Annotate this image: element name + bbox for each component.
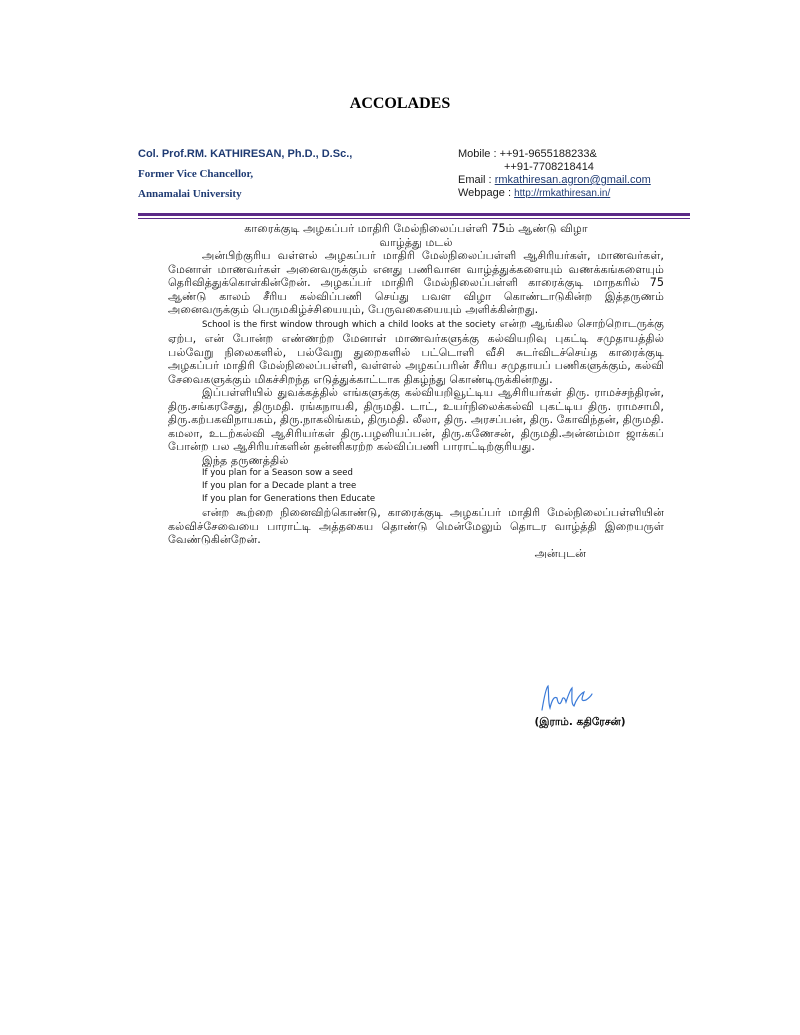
paragraph-2: [168, 317, 664, 387]
page-title: ACCOLADES: [349, 95, 451, 112]
paragraph-3: இப்பள்ளியில் துவக்கத்தில் எங்களுக்கு கல்வியறிவூட்டிய ஆசிரியர்கள் திரு. ராமச்சந்திரன், திரு.சங்கரசேது, திருமதி. ரங்கநாயகி, திருமதி. டாட், உயர்நிலைக்கல்வி புகட்டிய திரு. ராமசாமி, திரு.கற்பகவிநாயகம், திரு.நாகலிங்கம், திருமதி. லீலா, திரு. அரசப்பன், திரு. கோவிந்தன், திருமதி. கமலா, உடற்கல்வி ஆசிரியர்கள் திரு.பழனியப்பன், திரு.கணேசன், திருமதி.அன்னம்மா ஜாக்கப் போன்ற பல ஆசிரியர்களின் தன்னிகரற்ற கல்விப்பணி பாராட்டிற்குரியது.: [168, 386, 664, 453]
sender-role: Former Vice Chancellor,: [138, 168, 254, 180]
proverb-line-2: If you plan for a Decade plant a tree: [202, 481, 357, 491]
email-line: [458, 174, 698, 187]
proverb-line-1: If you plan for a Season sow a seed: [202, 468, 353, 478]
email-link[interactable]: rmkathiresan.agron@gmail.com: [494, 174, 651, 186]
proverb-line-3: If you plan for Generations then Educate: [202, 494, 376, 504]
sender-university: Annamalai University: [138, 188, 242, 200]
letterhead-contact: [458, 148, 698, 200]
intro-line: இந்த தருணத்தில்: [202, 453, 289, 467]
web-line: [458, 187, 698, 200]
sender-name: Col. Prof.RM. KATHIRESAN, Ph.D., D.Sc.,: [138, 148, 353, 160]
web-link[interactable]: http://rmkathiresan.in/: [514, 188, 611, 199]
paragraph-1: அன்பிற்குரிய வள்ளல் அழகப்பர் மாதிரி மேல்நிலைப்பள்ளி ஆசிரியர்கள், மாணவர்கள், மேனாள் மாணவர்கள் அனைவருக்கும் எனது பணிவான வாழ்த்துக்களையும் வணக்கங்களையும் தெரிவித்துக்கொள்கின்றேன். அழகப்பர் மாதிரி மேல்நிலைப்பள்ளி காரைக்குடி மாநகரில் 75 ஆண்டு காலம் சீரிய கல்விப்பணி செய்து பவள விழா கொண்டாடுகின்ற இத்தருணம் அனைவருக்கும் பெருமகிழ்ச்சியையும், பேருவகையையும் அளிக்கின்றது.: [168, 249, 664, 316]
web-label: Webpage :: [458, 187, 512, 199]
letterhead: [138, 148, 690, 208]
mobile-line: Mobile : ++91-9655188233&: [458, 148, 597, 160]
letterhead-divider-thin: [138, 218, 690, 219]
letter-body: [168, 222, 664, 560]
paragraph-4: என்ற கூற்றை நினைவிற்கொண்டு, காரைக்குடி அழகப்பர் மாதிரி மேல்நிலைப்பள்ளியின் கல்விச்சேவையை பாராட்டி அத்தகைய தொண்டு மென்மேலும் தொடர வாழ்த்தி இறையருள் வேண்டுகின்றேன்.: [168, 506, 664, 546]
paragraph-2-text: என்ற ஆங்கில சொற்றொடருக்கு ஏற்ப, என் போன்ற எண்ணற்ற மேனாள் மாணவர்களுக்கு கல்வியறிவு புகட்டி சமுதாயத்தில் பல்வேறு நிலைகளில், பல்வேறு துறைகளில் பட்டொளி வீசி சுடர்விடச்செய்த காரைக்குடி அழகப்பர் மாதிரி மேல்நிலைப்பள்ளி, வள்ளல் அழகப்பரின் சீரிய சமுதாயப் பணிகளுக்கும், கல்வி சேவைகளுக்கும் மிகச்சிறந்த எடுத்துக்காட்டாக திகழ்ந்து கொண்டிருக்கின்றது.: [168, 316, 664, 386]
letter-subheading: வாழ்த்து மடல்: [379, 235, 453, 249]
signatory-name: (இராம். கதிரேசன்): [534, 716, 626, 728]
letterhead-divider: [138, 213, 690, 216]
mobile-line-2: ++91-7708218414: [504, 161, 594, 173]
closing: அன்புடன்: [534, 546, 586, 560]
letterhead-left: [138, 148, 418, 200]
letter-heading: காரைக்குடி அழகப்பர் மாதிரி மேல்நிலைப்பள்ளி 75ம் ஆண்டு விழா: [244, 222, 588, 235]
signature: [536, 680, 594, 716]
email-label: Email :: [458, 174, 492, 186]
english-quote: School is the first window through which a child looks at the society: [202, 319, 496, 330]
